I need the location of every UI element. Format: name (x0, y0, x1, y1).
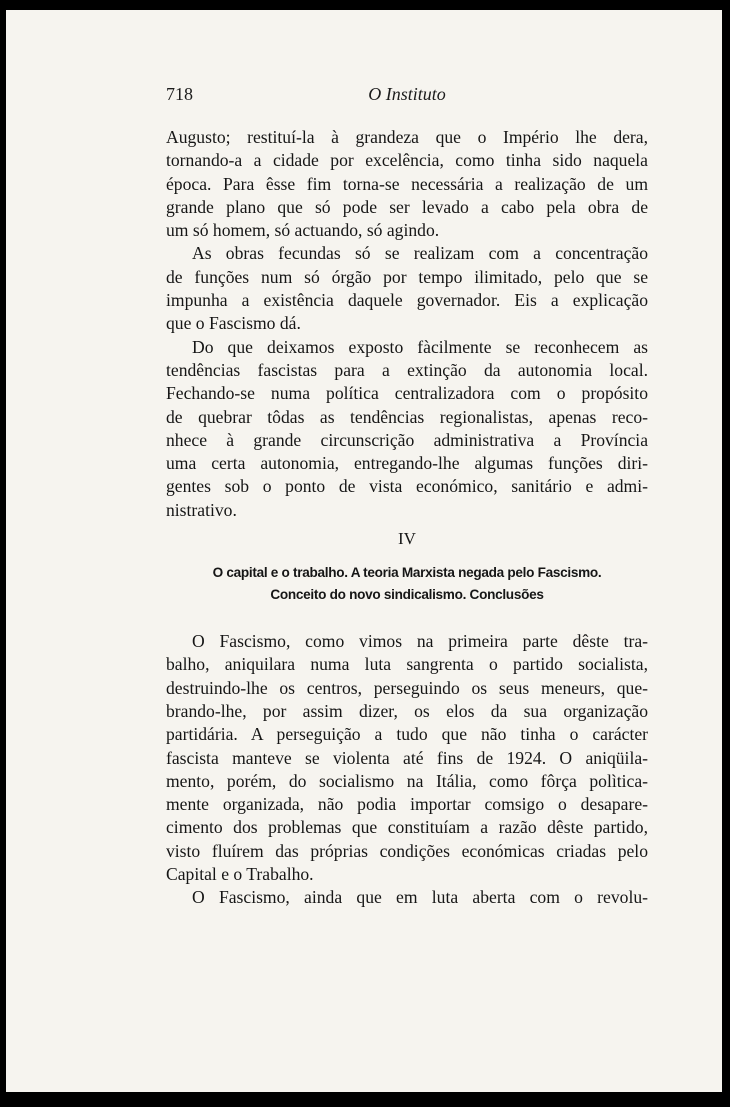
text-line: uma certa autonomia, entregando-lhe algumas funções diri- (166, 453, 648, 474)
paragraph (166, 886, 648, 909)
text-line: mento, porém, do socialismo na Itália, como fôrça polìtica- (166, 770, 648, 791)
text-line: de quebrar tôdas as tendências regionalistas, apenas reco- (166, 406, 648, 427)
text-line: balho, aniquilara numa luta sangrenta o partido socialista, (166, 654, 648, 675)
running-head: O Instituto (368, 84, 446, 104)
text-line: partidária. A perseguição a tudo que não tinha o carácter (166, 724, 648, 745)
text-line: Capital e o Trabalho. (166, 864, 314, 885)
text-line: grande plano que só pode ser levado a cabo pela obra de (166, 196, 648, 217)
text-line: nhece à grande circunscrição administrativa a Província (166, 429, 648, 450)
section-number: IV (398, 529, 416, 549)
text-line: cimento dos problemas que constituíam a razão dêste partido, (166, 817, 648, 838)
paragraph (166, 336, 648, 522)
text-line: tornando-a a cidade por excelência, como tinha sido naquela (166, 150, 648, 171)
text-line: mente organizada, não podia importar comsigo o desapare- (166, 794, 648, 815)
text-line: tendências fascistas para a extinção da autonomia local. (166, 359, 648, 380)
section-title: Conceito do novo sindicalismo. Conclusões (270, 587, 544, 603)
page-number: 718 (166, 84, 193, 104)
text-line: Augusto; restituí-la à grandeza que o Império lhe dera, (166, 127, 648, 147)
text-line: um só homem, só actuando, só agindo. (166, 220, 440, 241)
paragraph (166, 242, 648, 335)
text-line: visto fluírem das próprias condições económicas criadas pelo (166, 840, 648, 861)
paragraph (166, 630, 648, 886)
text-line: destruindo-lhe os centros, perseguindo os seus meneurs, que- (166, 677, 648, 698)
text-line: Do que deixamos exposto fàcilmente se reconhecem as (192, 336, 648, 357)
text-line: época. Para êsse fim torna-se necessária a realização de um (166, 173, 648, 194)
text-line: de funções num só órgão por tempo ilimitado, pelo que se (166, 266, 648, 287)
text-line: fascista manteve se violenta até fins de 1924. O aniqüila- (166, 747, 648, 768)
page-header (166, 78, 648, 106)
text-line: brando-lhe, por assim dizer, os elos da sua organização (166, 700, 648, 721)
text-line: gentes sob o ponto de vista económico, sanitário e admi- (166, 476, 648, 497)
text-line: nistrativo. (166, 499, 237, 520)
text-line: impunha a existência daquele governador. Eis a explicação (166, 290, 648, 311)
paragraph (166, 126, 648, 242)
section-title: O capital e o trabalho. A teoria Marxista negada pelo Fascismo. (212, 565, 602, 581)
document-page (6, 10, 722, 1092)
text-line: O Fascismo, como vimos na primeira parte dêste tra- (192, 631, 648, 652)
text-line: Fechando-se numa política centralizadora com o propósito (166, 383, 648, 404)
text-line: O Fascismo, ainda que em luta aberta com o revolu- (192, 887, 648, 908)
text-line: As obras fecundas só se realizam com a concentração (192, 243, 648, 264)
body-text (166, 126, 648, 910)
text-line: que o Fascismo dá. (166, 313, 301, 334)
